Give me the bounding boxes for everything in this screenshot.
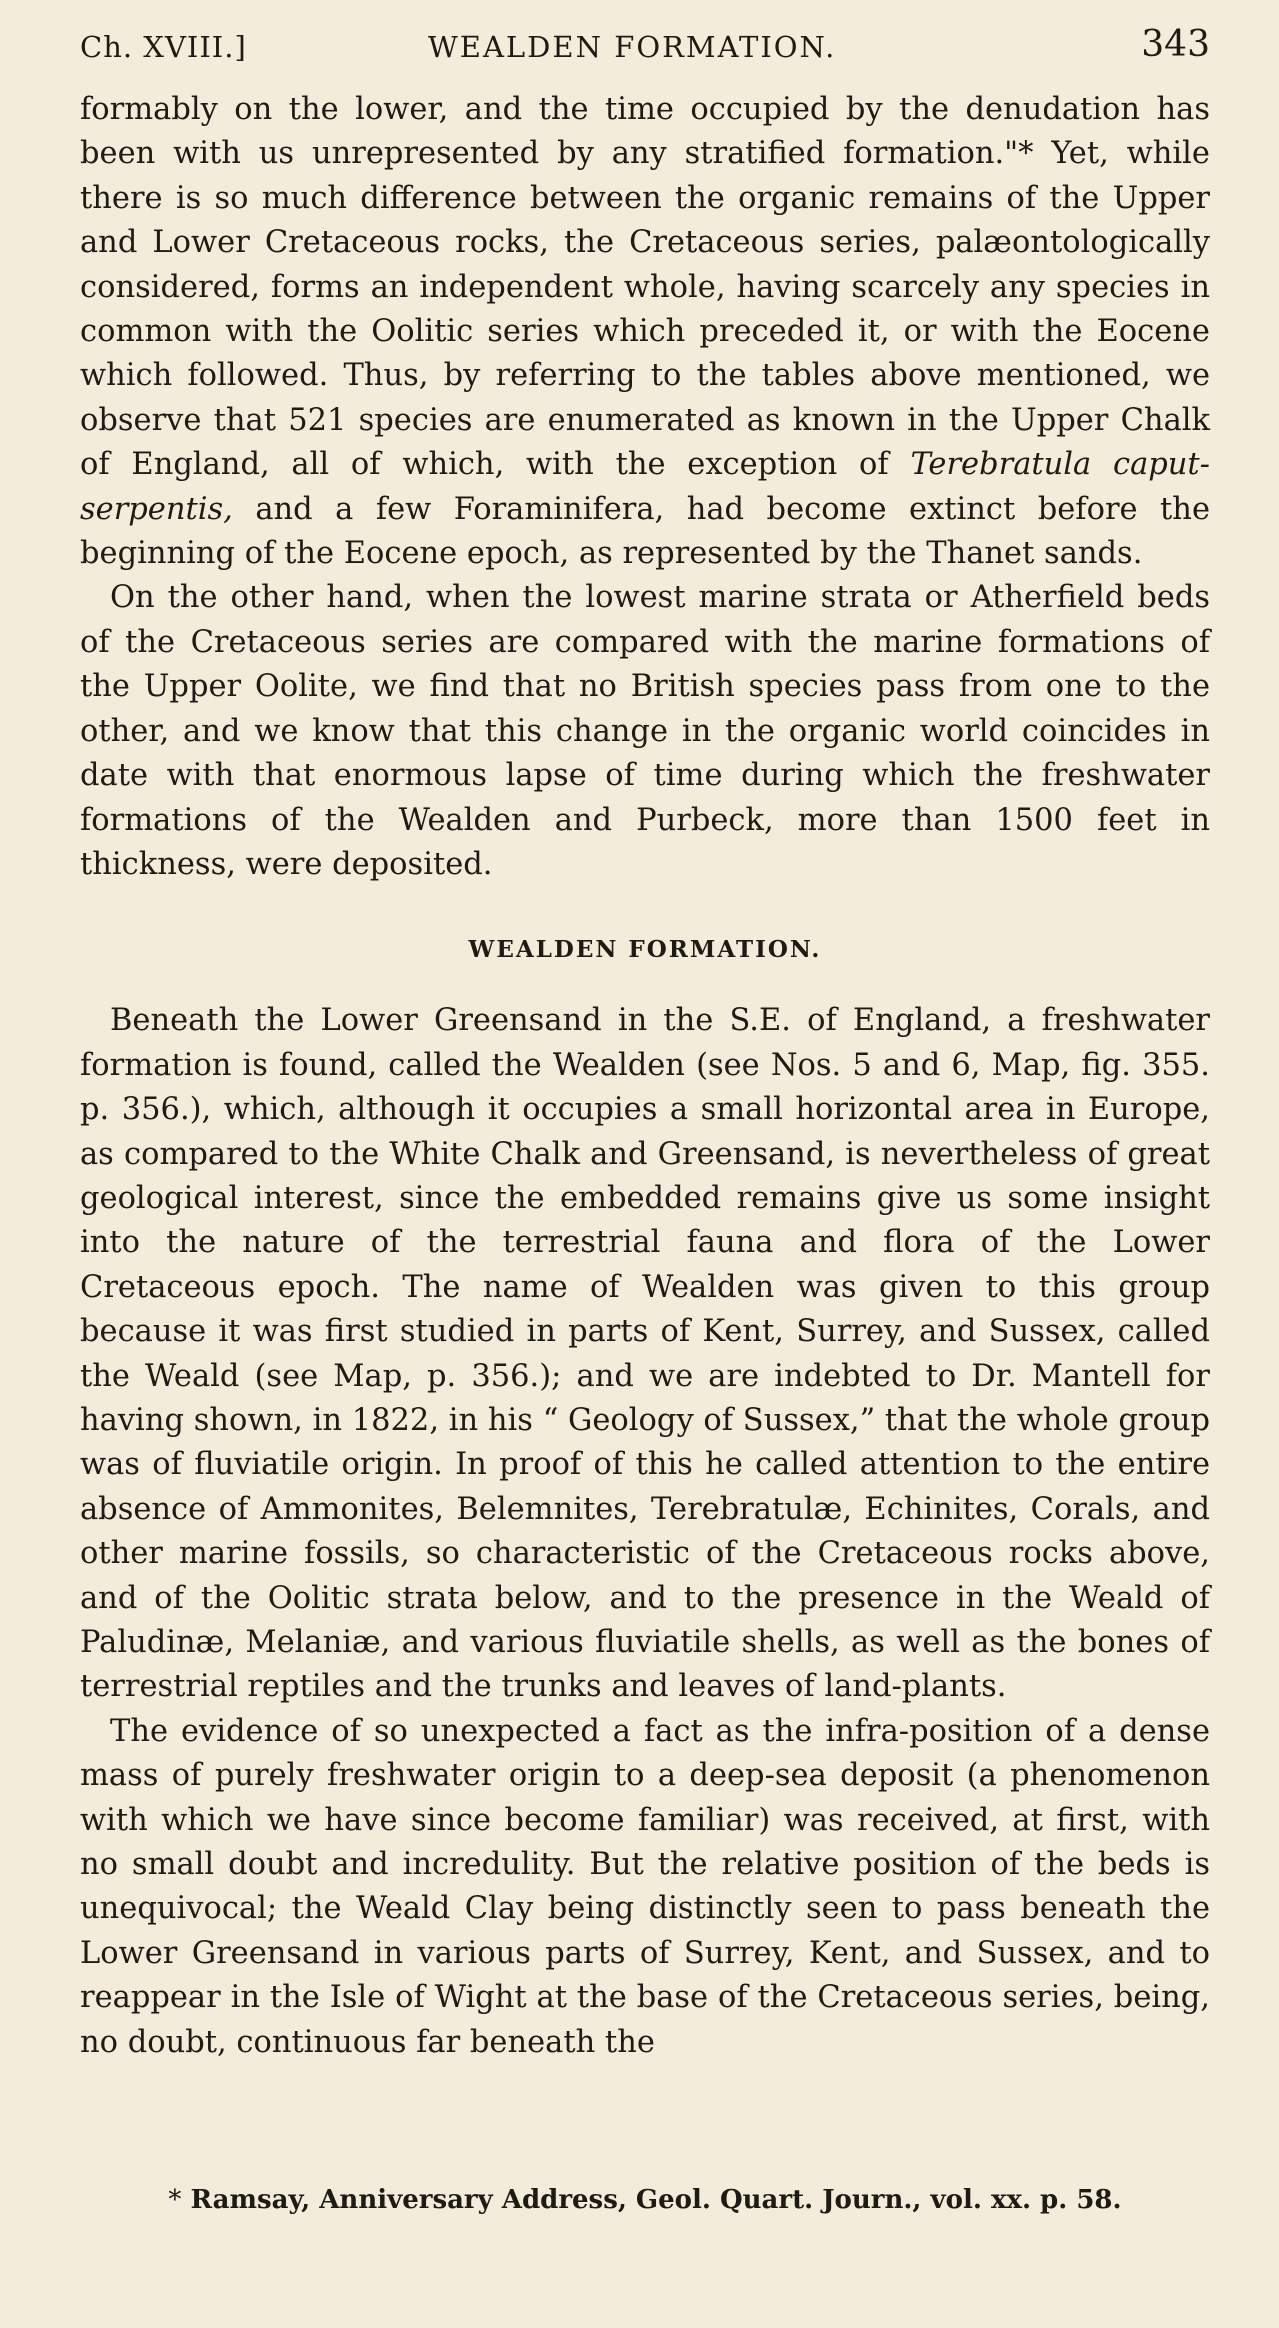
paragraph-text: formably on the lower, and the time occupied by the denudation has been with us unrepresented by any stratified formation."* Yet, while there is so much difference between the organic remains of the Upper and Lower Cretaceous rocks, the Cretaceous series, palæontologically considered, forms an independent whole, having scarcely any species in common with the Oolitic series which preceded it, or with the Eocene which followed. Thus, by referring to the tables above mentioned, we observe that 521 species are enumerated as known in the Upper Chalk of England, all of which, with the exception of bbox=[80, 92, 1210, 483]
section-heading: WEALDEN FORMATION. bbox=[468, 936, 822, 964]
running-header bbox=[80, 24, 1210, 74]
footnote-marker: * bbox=[168, 2185, 182, 2215]
paragraph: On the other hand, when the lowest marine strata or Atherfield beds of the Cretaceous series are compared with the marine formations of the Upper Oolite, we find that no British species pass from one to the other, and we know that this change in the organic world coincides in date with that enormous lapse of time during which the freshwater formations of the Wealden and Purbeck, more than 1500 feet in thickness, were deposited. bbox=[80, 580, 1210, 882]
paragraph-text: and a few Foraminifera, had become extinct before the beginning of the Eocene epoch, as represented by the Thanet sands. bbox=[80, 491, 1211, 572]
italic-species-name: Terebratula caput-serpentis, bbox=[80, 447, 1210, 527]
chapter-label: Ch. XVIII.] bbox=[80, 30, 247, 64]
footnote bbox=[80, 2180, 1210, 2220]
paragraph-continued bbox=[80, 88, 1210, 576]
paragraph: Beneath the Lower Greensand in the S.E. of England, a freshwater formation is found, called the Wealden (see Nos. 5 and 6, Map, fig. 355. p. 356.), which, although it occupies a small horizontal area in Europe, as compared to the White Chalk and Greensand, is nevertheless of great geological interest, since the embedded remains give us some insight into the nature of the terrestrial fauna and flora of the Lower Cretaceous epoch. The name of Wealden was given to this group because it was first studied in parts of Kent, Surrey, and Sussex, called the Weald (see Map, p. 356.); and we are indebted to Dr. Mantell for having shown, in 1822, in his “ Geology of Sussex,” that the whole group was of fluviatile origin. In proof of this he called attention to the entire absence of Ammonites, Belemnites, Terebratulæ, Echinites, Corals, and other marine fossils, so characteristic of the Cretaceous rocks above, and of the Oolitic strata below, and to the presence in the Weald of Paludinæ, Melaniæ, and various fluviatile shells, as well as the bones of terrestrial reptiles and the trunks and leaves of land-plants. bbox=[80, 1003, 1210, 1705]
page-body bbox=[80, 88, 1210, 2065]
header-title: WEALDEN FORMATION. bbox=[428, 30, 837, 64]
footnote-text: Ramsay, Anniversary Address, Geol. Quart. Journ., vol. xx. p. 58. bbox=[190, 2185, 1122, 2215]
paragraph: The evidence of so unexpected a fact as the infra-position of a dense mass of purely freshwater origin to a deep-sea deposit (a phenomenon with which we have since become familiar) was received, at first, with no small doubt and incredulity. But the relative position of the beds is unequivocal; the Weald Clay being distinctly seen to pass beneath the Lower Greensand in various parts of Surrey, Kent, and Sussex, and to reappear in the Isle of Wight at the base of the Cretaceous series, being, no doubt, continuous far beneath the bbox=[80, 1713, 1210, 2060]
page-number: 343 bbox=[1141, 24, 1210, 65]
